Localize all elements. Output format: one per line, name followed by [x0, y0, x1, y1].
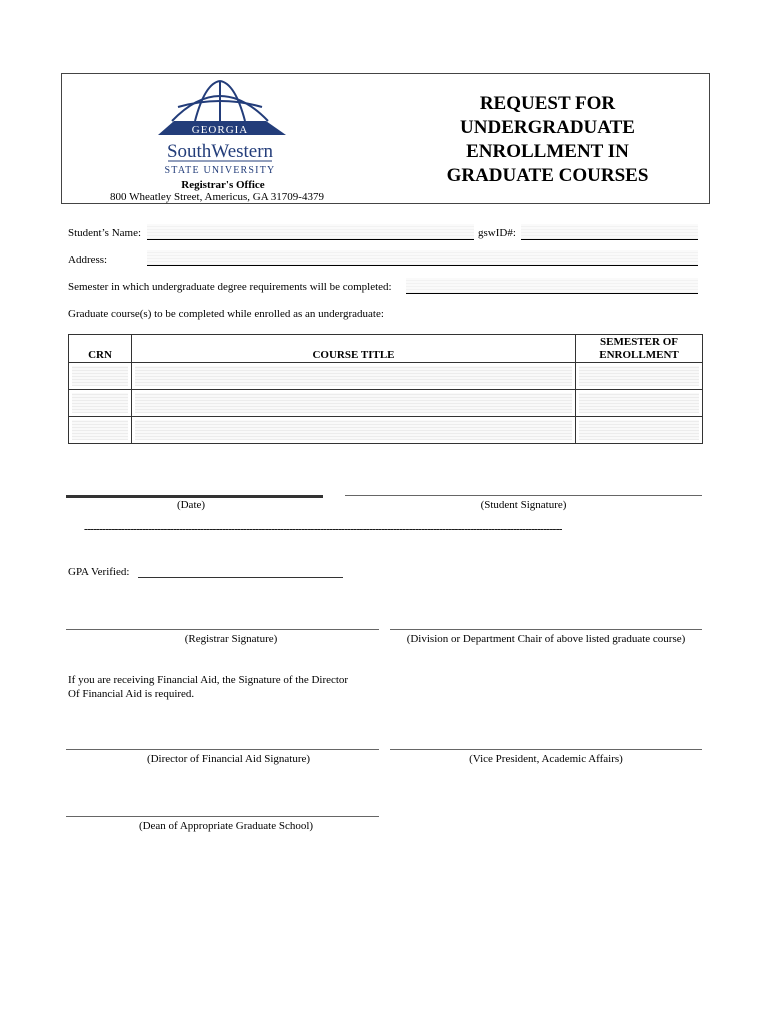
dean-signature-label: (Dean of Appropriate Graduate School) — [138, 820, 314, 832]
registrar-signature-line[interactable] — [66, 629, 379, 630]
gswid-field[interactable] — [521, 224, 698, 240]
student-name-label: Student’s Name: — [68, 227, 142, 239]
student-signature-label: (Student Signature) — [480, 499, 567, 511]
student-signature-line[interactable] — [345, 495, 702, 496]
graduate-courses-label: Graduate course(s) to be completed while enrolled as an undergraduate: — [68, 308, 384, 320]
chair-signature-line[interactable] — [390, 629, 702, 630]
address-label: Address: — [68, 254, 108, 266]
financial-aid-note-line-2: Of Financial Aid is required. — [68, 688, 195, 700]
vp-signature-line[interactable] — [390, 749, 702, 750]
financial-aid-note — [68, 673, 348, 701]
gswid-label: gswID#: — [478, 227, 516, 239]
date-line[interactable] — [66, 495, 323, 498]
table-row — [69, 417, 703, 444]
director-signature-line[interactable] — [66, 749, 379, 750]
form-title — [400, 92, 695, 188]
financial-aid-note-line-1: If you are receiving Financial Aid, the Signature of the Director — [68, 674, 349, 686]
header-semester: SEMESTER OF ENROLLMENT — [576, 335, 703, 363]
table-header-row — [69, 335, 703, 363]
date-label: (Date) — [176, 499, 206, 511]
semester-cell[interactable] — [576, 390, 703, 417]
gpa-verified-label: GPA Verified: — [68, 566, 130, 578]
vp-signature-label: (Vice President, Academic Affairs) — [469, 753, 623, 765]
logo-arch-text: GEORGIA — [191, 124, 249, 136]
crn-cell[interactable] — [69, 363, 132, 390]
director-signature-label: (Director of Financial Aid Signature) — [146, 753, 311, 765]
dean-signature-line[interactable] — [66, 816, 379, 817]
course-title-cell[interactable] — [132, 390, 576, 417]
registrar-office-label: Registrar's Office — [181, 179, 265, 191]
title-line-4: GRADUATE COURSES — [446, 165, 649, 186]
divider-line: ------------------------------------------------------------------------------------------------------------------------------------------------------------ — [84, 523, 562, 535]
title-line-1: REQUEST FOR — [479, 93, 616, 114]
address-field[interactable] — [147, 250, 698, 266]
header-crn: CRN — [69, 335, 132, 363]
student-name-field[interactable] — [147, 224, 474, 240]
chair-signature-label: (Division or Department Chair of above listed graduate course) — [406, 633, 686, 645]
table-row — [69, 363, 703, 390]
header-course-title: COURSE TITLE — [132, 335, 576, 363]
title-line-2: UNDERGRADUATE — [460, 117, 635, 138]
table-row — [69, 390, 703, 417]
crn-cell[interactable] — [69, 417, 132, 444]
course-title-cell[interactable] — [132, 417, 576, 444]
university-logo — [150, 77, 290, 179]
semester-field[interactable] — [406, 278, 698, 294]
crn-cell[interactable] — [69, 390, 132, 417]
title-line-3: ENROLLMENT IN — [466, 141, 629, 162]
semester-cell[interactable] — [576, 417, 703, 444]
logo-sub-text: STATE UNIVERSITY — [164, 165, 276, 176]
courses-table — [68, 334, 703, 444]
semester-cell[interactable] — [576, 363, 703, 390]
gpa-verified-line[interactable] — [138, 577, 343, 578]
office-address: 800 Wheatley Street, Americus, GA 31709-4379 — [110, 191, 324, 203]
course-title-cell[interactable] — [132, 363, 576, 390]
logo-main-text: SouthWestern — [166, 141, 274, 162]
semester-label: Semester in which undergraduate degree requirements will be completed: — [68, 281, 392, 293]
registrar-signature-label: (Registrar Signature) — [184, 633, 278, 645]
